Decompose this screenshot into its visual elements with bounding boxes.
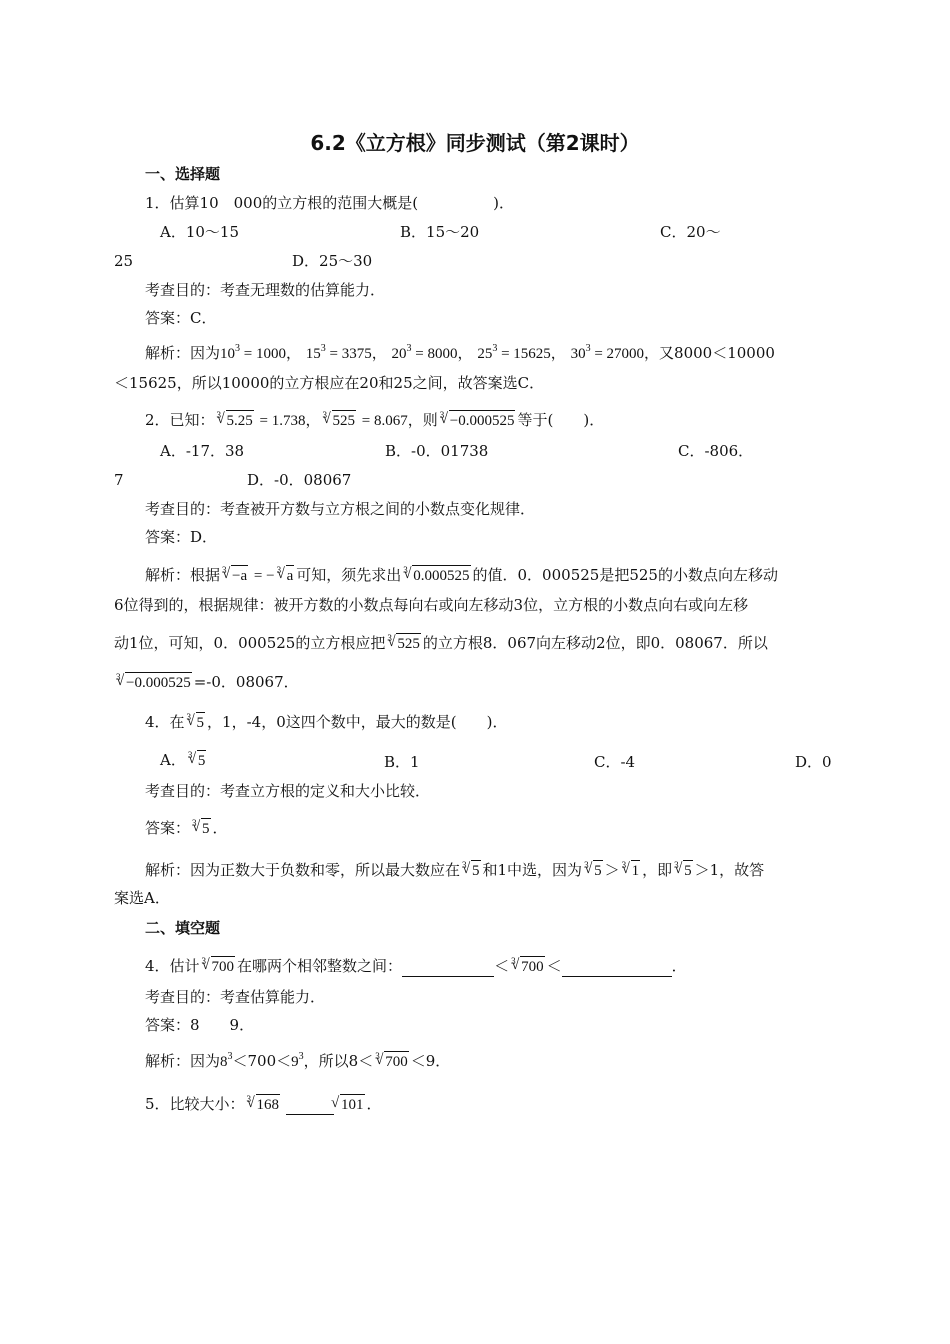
power-expr: $15^3 = 3375$ (305, 343, 372, 362)
q2-option-a: A．-17．38 (160, 442, 245, 460)
q1-option-c-wrap: 25 (114, 252, 134, 270)
q5-purpose: 考查目的：考查估算能力． (145, 988, 326, 1006)
cube-root: 3 √ 1 (622, 860, 641, 881)
q2-purpose: 考查目的：考查被开方数与立方根之间的小数点变化规律． (145, 500, 536, 518)
cube-root: 3 √ 5.25 (217, 410, 254, 431)
cube-root: 3 √ 700 (511, 956, 545, 977)
power-expr: $20^3 = 8000$ (391, 343, 458, 362)
answer-blank[interactable] (402, 976, 494, 977)
cube-root: 3 √ 700 (375, 1051, 409, 1072)
cube-root: 3 √ 5 (188, 750, 207, 771)
power-expr: $10^3 = 1000$ (220, 343, 286, 362)
q4-option-b: B．1 (384, 753, 420, 771)
q5-answer: 答案：8 9． (145, 1016, 255, 1034)
q2-option-b: B．-0．01738 (385, 442, 489, 460)
answer-blank[interactable] (286, 1114, 334, 1115)
cube-root: 3 √ 168 (247, 1094, 281, 1115)
question-1-stem: 1．估算10 000的立方根的范围大概是( )． (145, 194, 514, 212)
cube-root: 3 √ 525 (323, 410, 357, 431)
cube-root: 3 √ 5 (674, 860, 693, 881)
section-heading-choice: 一、选择题 (145, 165, 221, 183)
q1-option-d: D．25～30 (292, 252, 373, 270)
q4-purpose: 考查目的：考查立方根的定义和大小比较． (145, 782, 431, 800)
q2-analysis-line3: 动1位，可知，0．000525的立方根应把 3 √ 525 的立方根8．067向左移动2位，即0．08067．所以 (114, 633, 768, 654)
q1-option-a: A．10～15 (160, 223, 240, 241)
cube-root: 3 √ a (277, 565, 295, 586)
question-6-stem: 5．比较大小： 3 √ 168√ 101 ． (145, 1094, 382, 1115)
page-title: 6.2《立方根》同步测试（第2课时） (310, 131, 640, 155)
q2-option-c: C．-806． (678, 442, 754, 460)
cube-root: 3 √ 5 (584, 860, 603, 881)
q4-option-c: C．-4 (594, 753, 636, 771)
cube-root: 3 √ −a (222, 565, 248, 586)
question-5-stem: 4．估计 3 √ 700 在哪两个相邻整数之间： ＜ 3 √ 700 ＜ ． (145, 956, 687, 977)
q4-option-d: D．0 (795, 753, 832, 771)
square-root: √ 101 (340, 1094, 365, 1115)
cube-root: 3 √ 0.000525 (403, 565, 470, 586)
q2-answer: 答案：D． (145, 528, 218, 546)
cube-root: 3 √ −0.000525 (440, 410, 516, 431)
q2-analysis-line1: 解析：根据 3 √ −a = − 3 √ a 可知，须先求出 3 √ 0.000525 的值．0．000525是把525的小数点向左移动 (145, 565, 778, 586)
q1-analysis-line1: 解析：因为$10^3 = 1000$， $15^3 = 3375$， $20^3 = 8000$， $25^3 = 15625$， $30^3 = 27000$，又8000＜10000 (145, 343, 775, 362)
cube-root: 3 √ 5 (192, 818, 211, 839)
q4-analysis-line2: 案选A． (114, 889, 170, 907)
cube-root: 3 √ −0.000525 (116, 672, 192, 693)
q1-option-c: C．20～ (660, 223, 721, 241)
cube-root: 3 √ 700 (202, 956, 236, 977)
q2-analysis-line2: 6位得到的，根据规律：被开方数的小数点每向右或向左移动3位，立方根的小数点向右或向左移 (114, 596, 749, 614)
q4-option-a: A． 3 √ 5 (160, 750, 208, 771)
q5-analysis: 解析：因为$8^3<700<9^3$，所以8＜ 3 √ 700 ＜9． (145, 1051, 450, 1074)
q1-answer: 答案：C． (145, 309, 217, 327)
cube-root: 3 √ 525 (387, 633, 421, 654)
q2-analysis-line4: 3 √ −0.000525 =-0．08067． (114, 672, 299, 693)
q1-option-b: B．15～20 (400, 223, 480, 241)
question-2-stem: 2．已知： 3 √ 5.25 = 1.738， 3 √ 525 = 8.067，则 3 √ −0.000525 等于( )． (145, 410, 604, 431)
q1-purpose: 考查目的：考查无理数的估算能力． (145, 281, 386, 299)
q4-analysis-line1: 解析：因为正数大于负数和零，所以最大数应在 3 √ 5 和1中选，因为 3 √ 5 ＞ 3 √ 1 ，即 3 √ 5 ＞1，故答 (145, 860, 764, 881)
power-expr: $30^3 = 27000$ (570, 343, 645, 362)
q1-analysis-line2: ＜15625，所以10000的立方根应在20和25之间，故答案选C． (114, 374, 545, 392)
q2-option-c-wrap: 7 (114, 471, 124, 489)
q4-answer: 答案： 3 √ 5 ． (145, 818, 228, 839)
power-expr: $25^3 = 15625$ (477, 343, 551, 362)
answer-blank[interactable] (562, 976, 672, 977)
cube-root: 3 √ 5 (462, 860, 481, 881)
question-4-stem: 4．在 3 √ 5 ，1，-4，0这四个数中，最大的数是( )． (145, 712, 507, 733)
cube-root: 3 √ 5 (187, 712, 206, 733)
q2-option-d: D．-0．08067 (247, 471, 352, 489)
section-heading-fill: 二、填空题 (145, 919, 221, 937)
